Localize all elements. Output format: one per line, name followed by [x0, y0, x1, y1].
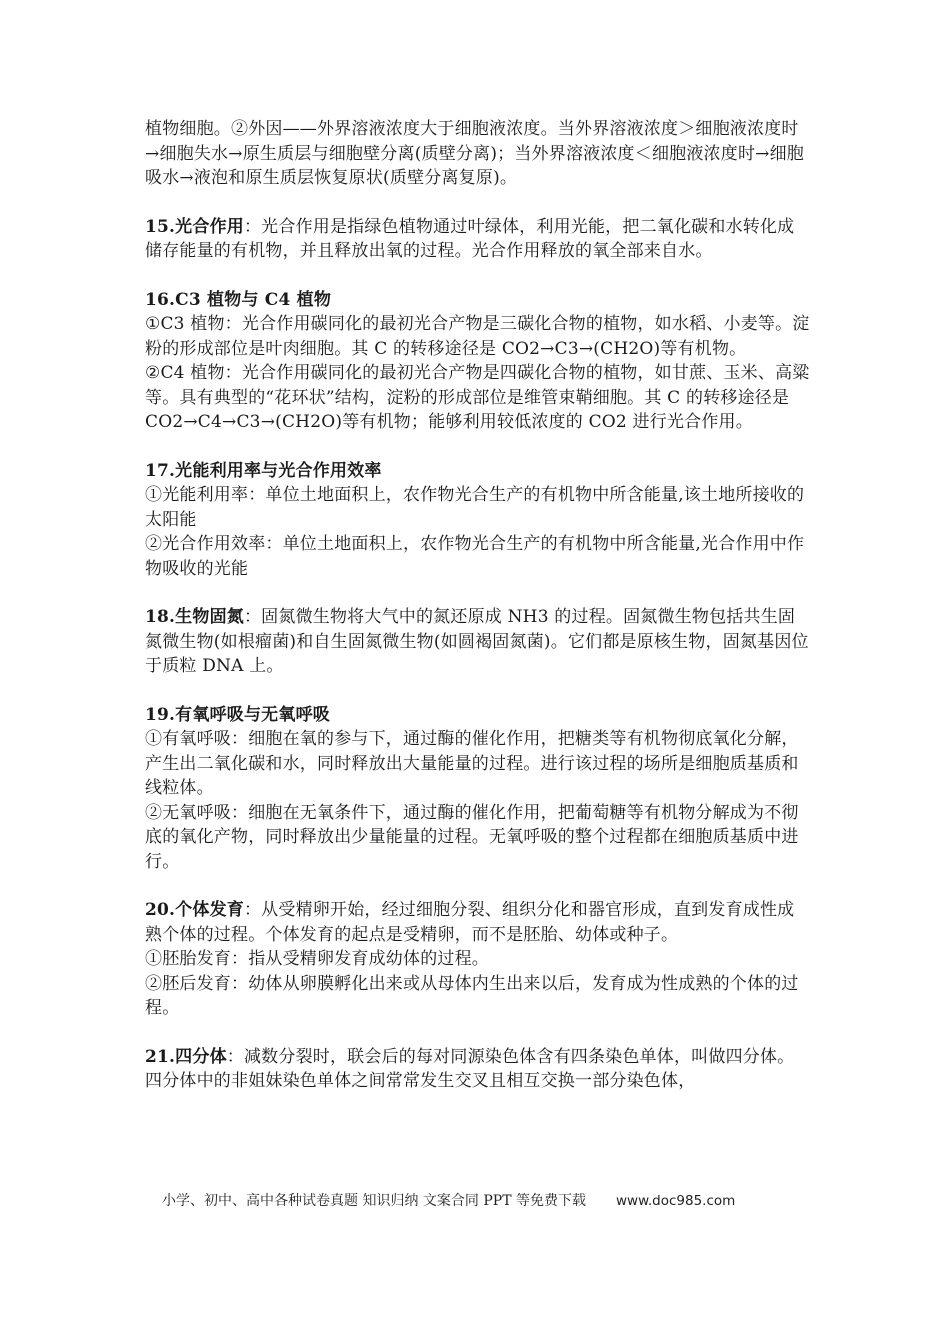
section-16-item-1: ①C3 植物：光合作用碳同化的最初光合产物是三碳化合物的植物，如水稻、小麦等。淀粉的形成部位是叶肉细胞。其 C 的转移途径是 CO2→C3→(CH2O)等有机物。: [145, 314, 810, 359]
section-20: [145, 898, 810, 947]
section-16-item-2: ②C4 植物：光合作用碳同化的最初光合产物是四碳化合物的植物，如甘蔗、玉米、高粱等。具有典型的“花环状”结构，淀粉的形成部位是维管束鞘细胞。其 C 的转移途径是 CO2→C4→C3→(CH2O)等有机物；能够利用较低浓度的 CO2 进行光合作用。: [145, 363, 810, 432]
section-17-heading: 17.光能利用率与光合作用效率: [145, 460, 382, 481]
paragraph-gap: [145, 679, 810, 703]
section-21-text: ：减数分裂时，联会后的每对同源染色体含有四条染色单体，叫做四分体。四分体中的非姐妹染色单体之间常常发生交叉且相互交换一部分染色体，: [145, 1046, 795, 1091]
page-footer: [162, 1190, 802, 1210]
section-20-heading: 20.个体发育: [145, 900, 244, 920]
section-21-heading: 21.四分体: [145, 1046, 227, 1067]
section-21: [145, 1045, 810, 1094]
section-20-item-1: ①胚胎发育：指从受精卵发育成幼体的过程。: [145, 949, 489, 969]
footer-text: 小学、初中、高中各种试卷真题 知识归纳 文案合同 PPT 等免费下载: [162, 1193, 586, 1209]
section-18: [145, 605, 810, 679]
section-15-text: ：光合作用是指绿色植物通过叶绿体，利用光能，把二氧化碳和水转化成储存能量的有机物，并且释放出氧的过程。光合作用释放的氧全部来自水。: [145, 216, 795, 261]
section-16-heading: 16.C3 植物与 C4 植物: [145, 289, 332, 310]
section-15-heading: 15.光合作用: [145, 216, 244, 237]
section-19-heading: 19.有氧呼吸与无氧呼吸: [145, 704, 330, 725]
paragraph-gap: [145, 191, 810, 215]
section-19-item-1: ①有氧呼吸：细胞在氧的参与下，通过酶的催化作用，把糖类等有机物彻底氧化分解，产生出二氧化碳和水，同时释放出大量能量的过程。进行该过程的场所是细胞质基质和线粒体。: [145, 729, 799, 798]
section-17-item-2: ②光合作用效率：单位土地面积上，农作物光合生产的有机物中所含能量,光合作用中作物吸收的光能: [145, 534, 805, 579]
footer-url-link[interactable]: www.doc985.com: [615, 1193, 736, 1209]
section-19-item-2: ②无氧呼吸：细胞在无氧条件下，通过酶的催化作用，把葡萄糖等有机物分解成为不彻底的氧化产物，同时释放出少量能量的过程。无氧呼吸的整个过程都在细胞质基质中进行。: [145, 802, 799, 872]
section-18-text: ：固氮微生物将大气中的氮还原成 NH3 的过程。固氮微生物包括共生固氮微生物(如根瘤菌)和自生固氮微生物(如圆褐固氮菌)。它们都是原核生物，固氮基因位于质粒 DNA 上。: [145, 607, 809, 676]
section-20-text: ：从受精卵开始，经过细胞分裂、组织分化和器官形成，直到发育成性成熟个体的过程。个体发育的起点是受精卵，而不是胚胎、幼体或种子。: [145, 900, 795, 945]
section-20-item-2: ②胚后发育：幼体从卵膜孵化出来或从母体内生出来以后，发育成为性成熟的个体的过程。: [145, 973, 799, 1018]
section-17-item-1: ①光能利用率：单位土地面积上，农作物光合生产的有机物中所含能量,该土地所接收的太阳能: [145, 485, 805, 530]
paragraph-gap: [145, 1021, 810, 1045]
section-18-heading: 18.生物固氮: [145, 607, 244, 627]
document-body: [145, 117, 810, 1094]
paragraph-gap: [145, 264, 810, 288]
paragraph-gap: [145, 435, 810, 459]
paragraph-gap: [145, 874, 810, 898]
paragraph-gap: [145, 581, 810, 605]
section-15: [145, 215, 810, 264]
intro-paragraph: 植物细胞。②外因——外界溶液浓度大于细胞液浓度。当外界溶液浓度＞细胞液浓度时→细胞失水→原生质层与细胞壁分离(质壁分离)；当外界溶液浓度＜细胞液浓度时→细胞吸水→液泡和原生质层恢复原状(质壁分离复原)。: [145, 119, 804, 188]
